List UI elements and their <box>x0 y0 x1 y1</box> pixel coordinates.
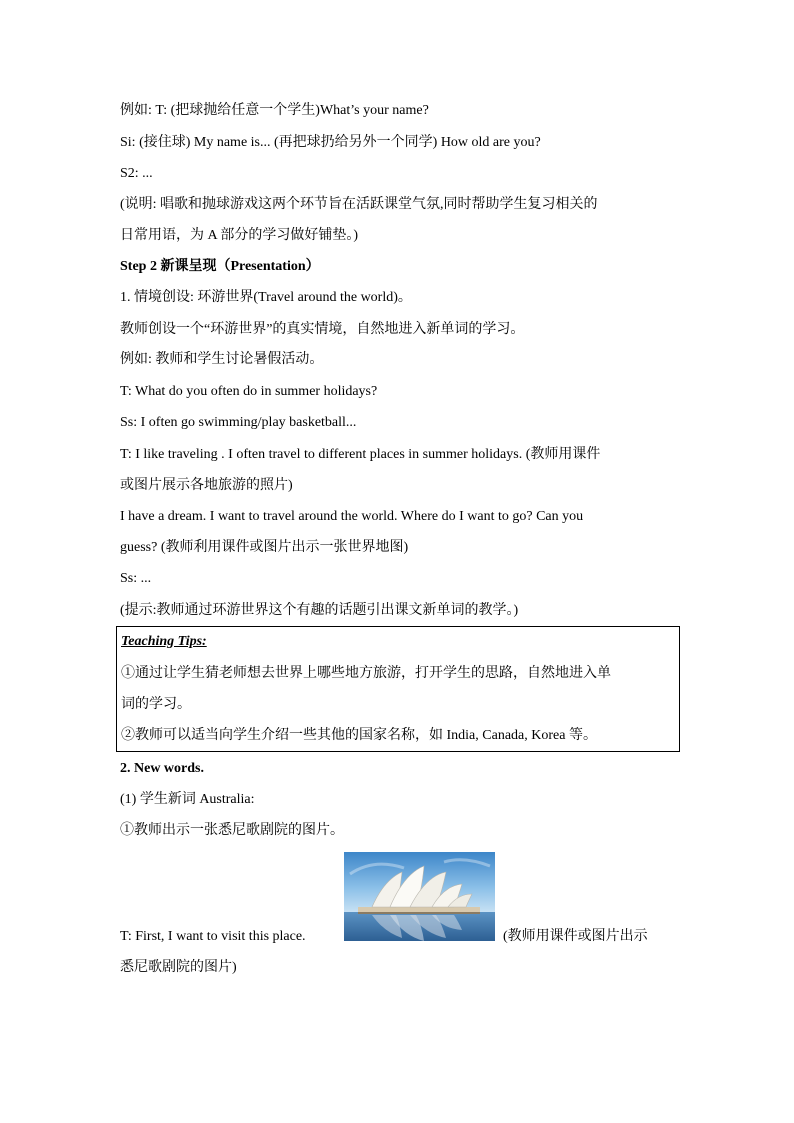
students-answer: Ss: I often go swimming/play basketball... <box>120 415 357 430</box>
student1-line: Si: (接住球) My name is... (再把球扔给另外一个同学) How old are you? <box>120 135 541 150</box>
show-opera-house-line: 悉尼歌剧院的图片) <box>120 960 237 975</box>
teacher-question: T: What do you often do in summer holidays? <box>120 384 378 399</box>
visit-place-line: T: First, I want to visit this place. <box>120 929 306 944</box>
dream-line-2: guess? (教师利用课件或图片出示一张世界地图) <box>120 540 409 555</box>
new-words-heading: 2. New words. <box>120 761 204 776</box>
student2-line: S2: ... <box>120 166 153 181</box>
hint-line: (提示:教师通过环游世界这个有趣的话题引出课文新单词的教学。) <box>120 603 519 618</box>
sydney-opera-house-image <box>344 852 495 941</box>
note-line-1: (说明: 唱歌和抛球游戏这两个环节旨在活跃课堂气氛,同时帮助学生复习相关的 <box>120 197 598 212</box>
note-line-2: 日常用语，为 A 部分的学习做好铺垫。) <box>120 228 358 243</box>
teacher-travel-line-2: 或图片展示各地旅游的照片) <box>120 478 293 493</box>
example-discuss: 例如: 教师和学生讨论暑假活动。 <box>120 352 324 367</box>
students-answer-2: Ss: ... <box>120 571 152 586</box>
tip-2-line: ②教师可以适当向学生介绍一些其他的国家名称，如 India, Canada, Korea 等。 <box>121 728 597 743</box>
step2-heading: Step 2 新课呈现（Presentation） <box>120 259 320 274</box>
show-picture-line: ①教师出示一张悉尼歌剧院的图片。 <box>120 823 344 838</box>
situation-line: 1. 情境创设: 环游世界(Travel around the world)。 <box>120 290 412 305</box>
tip-1-line-2: 词的学习。 <box>121 697 191 712</box>
teaching-tips-title: Teaching Tips: <box>121 634 207 649</box>
teaching-tips-box <box>116 626 680 752</box>
new-word-australia: (1) 学生新词 Australia: <box>120 792 255 807</box>
tip-1-line-1: ①通过让学生猜老师想去世界上哪些地方旅游，打开学生的思路，自然地进入单 <box>121 666 611 681</box>
visit-place-note: (教师用课件或图片出示 <box>503 929 648 944</box>
example-line: 例如: T: (把球抛给任意一个学生)What’s your name? <box>120 103 429 118</box>
situation-desc: 教师创设一个“环游世界”的真实情境，自然地进入新单词的学习。 <box>120 322 525 337</box>
dream-line: I have a dream. I want to travel around the world. Where do I want to go? Can you <box>120 509 584 524</box>
teacher-travel-line: T: I like traveling . I often travel to different places in summer holidays. (教师用课件 <box>120 447 601 462</box>
